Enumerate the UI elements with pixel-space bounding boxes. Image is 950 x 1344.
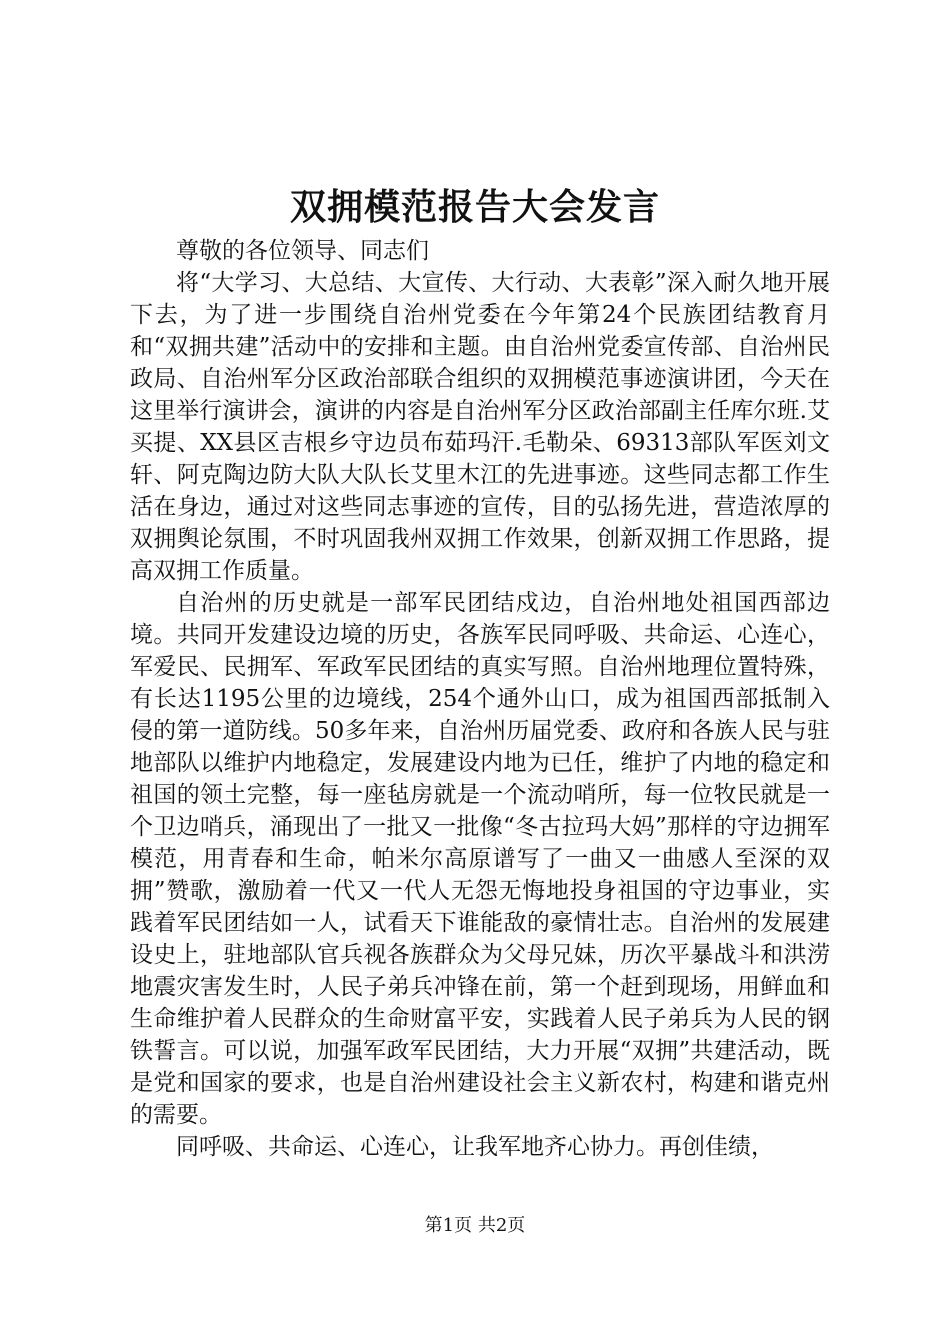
salutation: 尊敬的各位领导、同志们 (176, 238, 429, 264)
paragraph-2: 自治州的历史就是一部军民团结戍边，自治州地处祖国西部边境。共同开发建设边境的历史，各族军民同呼吸、共命运、心连心，军爱民、民拥军、军政军民团结的真实写照。自治州地理位置特殊，有长达1195公里的边境线，254个通外山口，成为祖国西部抵制入侵的第一道防线。50多年来，自治州历届党委、政府和各族人民与驻地部队以维护内地稳定，发展建设内地为已任，维护了内地的稳定和祖国的领土完整，每一座毡房就是一个流动哨所，每一位牧民就是一个卫边哨兵，涌现出了一批又一批像“冬古拉玛大妈”那样的守边拥军模范，用青春和生命，帕米尔高原谱写了一曲又一曲感人至深的双拥”赞歌，激励着一代又一代人无怨无悔地投身祖国的守边事业，实践着军民团结如一人，试看天下谁能敌的豪情壮志。自治州的发展建设史上，驻地部队官兵视各族群众为父母兄妹，历次平暴战斗和洪涝地震灾害发生时，人民子弟兵冲锋在前，第一个赶到现场，用鲜血和生命维护着人民群众的生命财富平安，实践着人民子弟兵为人民的钢铁誓言。可以说，加强军政军民团结，大力开展“双拥”共建活动，既是党和国家的要求，也是自治州建设社会主义新农村，构建和谐克州的需要。 (130, 590, 830, 1128)
paragraph-3: 同呼吸、共命运、心连心，让我军地齐心协力。再创佳绩， (176, 1134, 774, 1160)
paragraph-1: 将“大学习、大总结、大宣传、大行动、大表彰”深入耐久地开展下去，为了进一步围绕自治州党委在今年第24个民族团结教育月和“双拥共建”活动中的安排和主题。由自治州党委宣传部、自治州民政局、自治州军分区政治部联合组织的双拥模范事迹演讲团，今天在这里举行演讲会，演讲的内容是自治州军分区政治部副主任库尔班.艾买提、XX县区吉根乡守边员布茹玛汗.毛勒朵、69313部队军医刘文轩、阿克陶边防大队大队长艾里木江的先进事迹。这些同志都工作生活在身边，通过对这些同志事迹的宣传，目的弘扬先进，营造浓厚的双拥舆论氛围，不时巩固我州双拥工作效果，创新双拥工作思路，提高双拥工作质量。 (130, 270, 830, 584)
page-footer: 第1页 共2页 (424, 1215, 526, 1236)
document-body (130, 235, 830, 1163)
document-title: 双拥模范报告大会发言 (289, 186, 660, 228)
